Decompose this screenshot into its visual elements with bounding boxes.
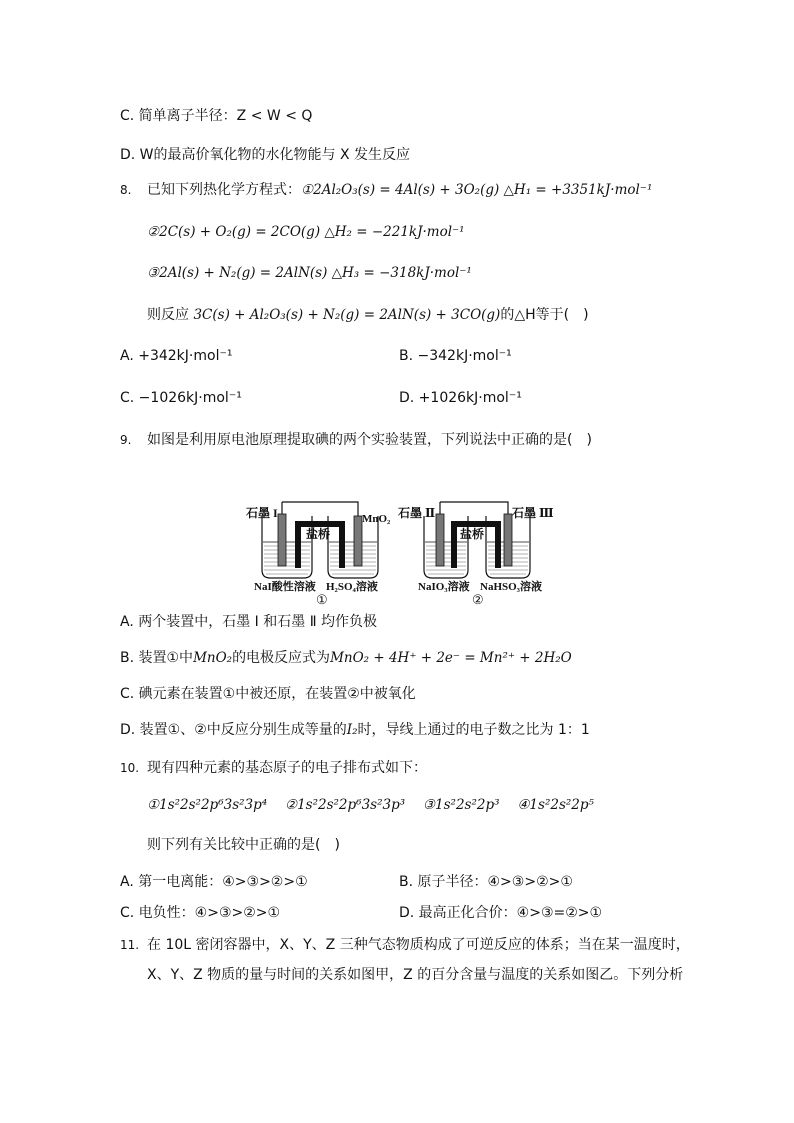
q10-option-c: C. 电负性：④>③>②>① <box>120 905 281 921</box>
q9-option-b-mid: 的电极反应式为 <box>232 650 331 666</box>
q7-option-d: D. W的最高价氧化物的水化物能与 X 发生反应 <box>120 147 411 163</box>
q11-stem-line-1: 在 10L 密闭容器中，X、Y、Z 三种气态物质构成了可逆反应的体系；当在某一温度时， <box>147 937 690 953</box>
device-1 <box>246 502 391 606</box>
q8-option-a: A. +342kJ·mol⁻¹ <box>120 348 233 364</box>
q8-option-c: C. −1026kJ·mol⁻¹ <box>120 390 242 406</box>
q9-option-b <box>120 648 572 668</box>
q9-option-d-formula: I₂ <box>346 722 358 738</box>
q10-option-b: B. 原子半径：④>③>②>① <box>399 874 573 890</box>
q9-option-b-equation: MnO₂ + 4H⁺ + 2e⁻ = Mn²⁺ + 2H₂O <box>330 650 572 666</box>
q8-number: 8. <box>120 183 132 197</box>
d1-right-electrode-label: MnO₂ <box>362 513 391 525</box>
q8-question <box>147 305 589 325</box>
d1-salt-bridge-label: 盐桥 <box>306 527 331 541</box>
q8-stem <box>147 180 652 200</box>
q7-option-c: C. 简单离子半径：Z < W < Q <box>120 108 313 124</box>
q10-stem: 现有四种元素的基态原子的电子排布式如下： <box>147 760 427 776</box>
q11-number: 11. <box>120 938 140 952</box>
d1-left-electrode-label: 石墨 I <box>246 506 278 520</box>
device-2 <box>398 502 554 606</box>
q9-number: 9. <box>120 433 132 447</box>
d2-salt-bridge-label: 盐桥 <box>460 527 485 541</box>
d2-right-electrode-label: 石墨 Ⅲ <box>512 506 554 520</box>
q9-option-d-tail: 时，导线上通过的电子数之比为 1：1 <box>357 722 590 738</box>
d1-left-electrode-bar <box>278 514 286 566</box>
q9-option-d-lead: D. 装置①、②中反应分别生成等量的 <box>120 722 347 738</box>
d1-caption: ① <box>316 592 328 606</box>
q10-configurations: ①1s²2s²2p⁶3s²3p⁴ ②1s²2s²2p⁶3s²3p³ ③1s²2s²2p³ ④1s²2s²2p⁵ <box>147 797 594 813</box>
q8-question-lead: 则反应 <box>147 307 194 323</box>
galvanic-cells-figure <box>246 494 556 606</box>
q9-option-c: C. 碘元素在装置①中被还原，在装置②中被氧化 <box>120 686 416 702</box>
d2-right-solution-label: NaHSO₃溶液 <box>480 581 542 593</box>
q9-option-a: A. 两个装置中，石墨 I 和石墨 Ⅱ 均作负极 <box>120 614 378 630</box>
d2-right-electrode-bar <box>504 514 512 566</box>
q8-equation-3: ③2Al(s) + N₂(g) = 2AlN(s) △H₃ = −318kJ·mol⁻¹ <box>147 265 472 281</box>
q10-option-a: A. 第一电离能：④>③>②>① <box>120 874 308 890</box>
d2-left-electrode-label: 石墨 Ⅱ <box>398 506 436 520</box>
q9-option-d <box>120 720 590 740</box>
d1-left-solution-label: NaI酸性溶液 <box>254 581 316 593</box>
q8-option-d: D. +1026kJ·mol⁻¹ <box>399 390 522 406</box>
q8-question-tail: 的△H等于( ) <box>500 307 589 323</box>
q9-option-b-lead: B. 装置①中 <box>120 650 194 666</box>
q8-target-equation: 3C(s) + Al₂O₃(s) + N₂(g) = 2AlN(s) + 3CO(g) <box>193 307 501 323</box>
q8-intro: 已知下列热化学方程式： <box>147 182 301 198</box>
q8-equation-2: ②2C(s) + O₂(g) = 2CO(g) △H₂ = −221kJ·mol⁻¹ <box>147 224 465 240</box>
q10-option-d: D. 最高正化合价：④>③=②>① <box>399 905 603 921</box>
q9-stem: 如图是利用原电池原理提取碘的两个实验装置，下列说法中正确的是( ) <box>147 432 592 448</box>
d2-caption: ② <box>472 592 484 606</box>
d1-right-solution-label: H₂SO₄溶液 <box>326 581 378 593</box>
q8-option-b: B. −342kJ·mol⁻¹ <box>399 348 512 364</box>
q9-option-b-formula: MnO₂ <box>193 650 233 666</box>
q10-question: 则下列有关比较中正确的是( ) <box>147 837 340 853</box>
q11-stem-line-2: X、Y、Z 物质的量与时间的关系如图甲，Z 的百分含量与温度的关系如图乙。下列分析 <box>147 967 684 983</box>
q10-number: 10. <box>120 761 140 775</box>
d2-left-electrode-bar <box>436 514 444 566</box>
d2-left-solution-label: NaIO₃溶液 <box>418 581 470 593</box>
q8-equation-1: ①2Al₂O₃(s) = 4Al(s) + 3O₂(g) △H₁ = +3351kJ·mol⁻¹ <box>301 182 653 198</box>
d1-right-electrode-bar <box>354 516 362 566</box>
